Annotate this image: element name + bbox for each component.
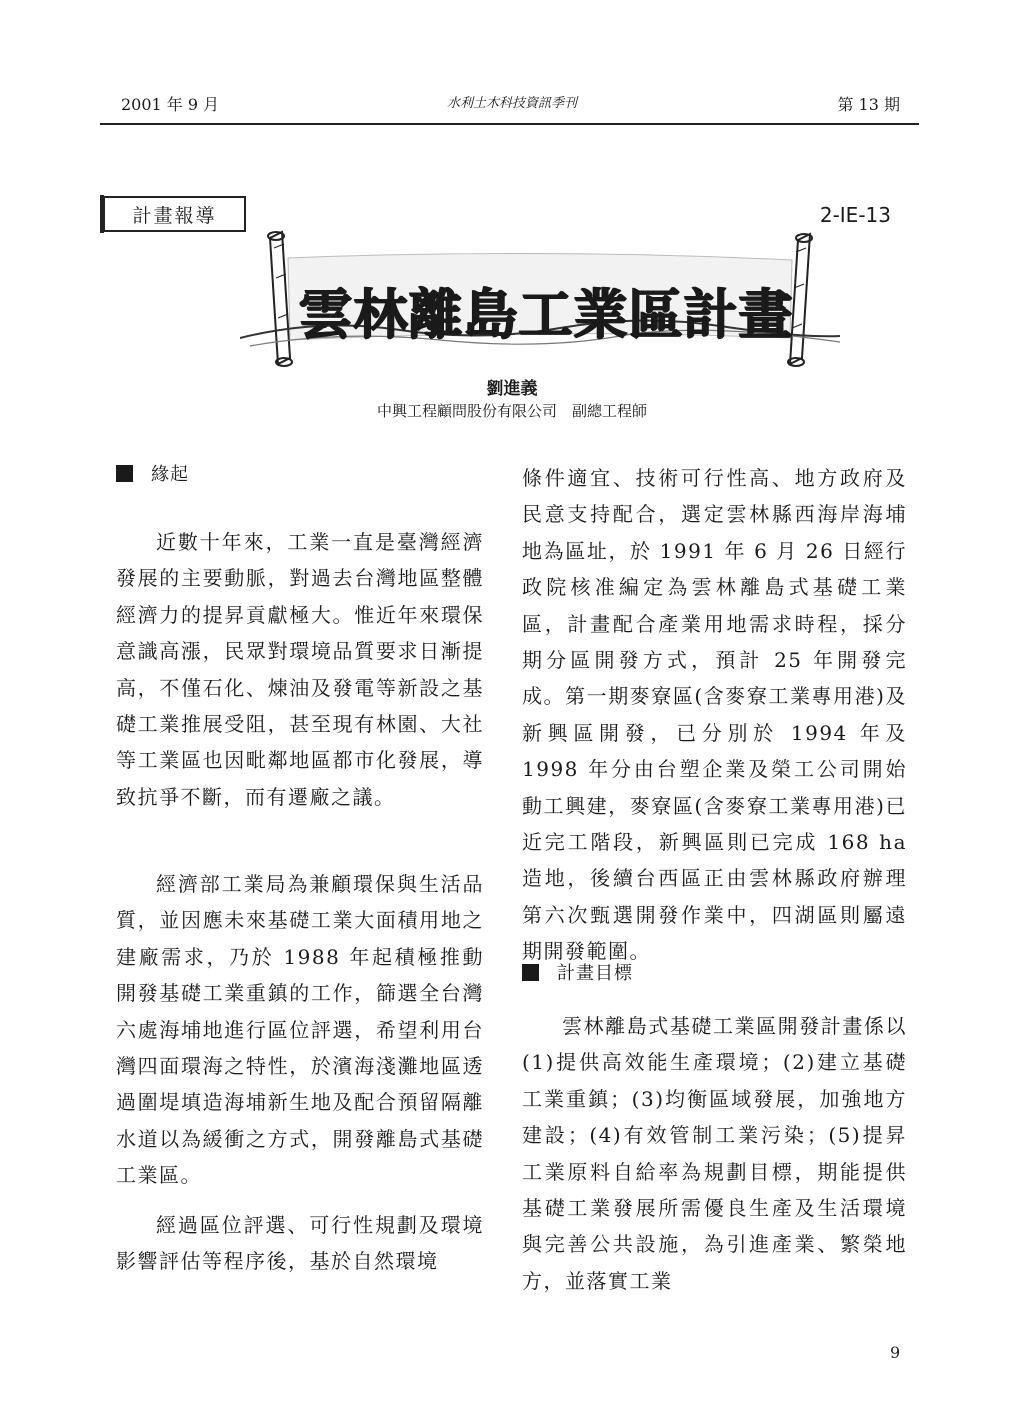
paragraph-1: 近數十年來，工業一直是臺灣經濟發展的主要動脈，對過去台灣地區整體經濟力的提昇貢獻極大。惟近年來環保意識高漲，民眾對環境品質要求日漸提高，不僅石化、煉油及發電等新設之基礎工業推展受阻，甚至現有林園、大社等工業區也因毗鄰地區都市化發展，導致抗爭不斷，而有遷廠之議。 [116, 530, 484, 809]
heading-bullet-icon [116, 465, 133, 482]
heading-origin-text: 緣起 [151, 464, 189, 485]
left-scroll-icon [268, 232, 292, 366]
author-affiliation: 中興工程顧問股份有限公司 副總工程師 [376, 402, 647, 420]
heading-goal-text: 計畫目標 [557, 963, 633, 984]
paragraph-3: 經過區位評選、可行性規劃及環境影響評估等程序後，基於自然環境 [116, 1213, 484, 1274]
header-journal: 水利土木科技資訊季刊 [446, 96, 577, 111]
paragraph-2: 經濟部工業局為兼顧環保與生活品質，並因應未來基礎工業大面積用地之建廠需求，乃於 1988 年起積極推動開發基礎工業重鎮的工作，篩選全台灣六處海埔地進行區位評選，希望利用台灣四面環海之特性，於濱海淺灘地區透過圍堤填造海埔新生地及配合預留隔離水道以為緩衝之方式，開發離島式基礎工業區。 [116, 872, 484, 1188]
page-number: 9 [890, 1343, 901, 1362]
article-title: 雲林離島工業區計畫 [298, 283, 794, 346]
section-origin-heading [116, 459, 484, 487]
author-name: 劉進義 [486, 379, 538, 399]
heading-bullet-icon [522, 964, 539, 981]
paragraph-3-continued: 條件適宜、技術可行性高、地方政府及民意支持配合，選定雲林縣西海岸海埔地為區址，於 1991 年 6 月 26 日經行政院核准編定為雲林離島式基礎工業區，計畫配合產業用地需求時程，採分期分區開發方式，預計 25 年開發完成。第一期麥寮區(含麥寮工業專用港)及新興區開發，已分別於 1994 年及 1998 年分由台塑企業及榮工公司開始動工興建，麥寮區(含麥寮工業專用港)已近完工階段，新興區則已完成 168 ha 造地，後續台西區正由雲林縣政府辦理第六次甄選開發作業中，四湖區則屬遠期開發範圍。 [522, 466, 907, 964]
header-rule [100, 123, 919, 125]
section-goal-heading [522, 958, 907, 986]
paragraph-4: 雲林離島式基礎工業區開發計畫係以(1)提供高效能生產環境；(2)建立基礎工業重鎮；(3)均衡區域發展，加強地方建設；(4)有效管制工業污染；(5)提昇工業原料自給率為規劃目標，期能提供基礎工業發展所需優良生產及生活環境與完善公共設施，為引進產業、繁榮地方，並落實工業 [522, 1014, 907, 1293]
section-tag [103, 196, 246, 232]
header-date: 2001 年 9 月 [121, 95, 220, 114]
section-tag-label: 計畫報導 [132, 204, 217, 227]
article-code: 2-IE-13 [819, 203, 891, 227]
header-issue: 第 13 期 [837, 95, 900, 114]
